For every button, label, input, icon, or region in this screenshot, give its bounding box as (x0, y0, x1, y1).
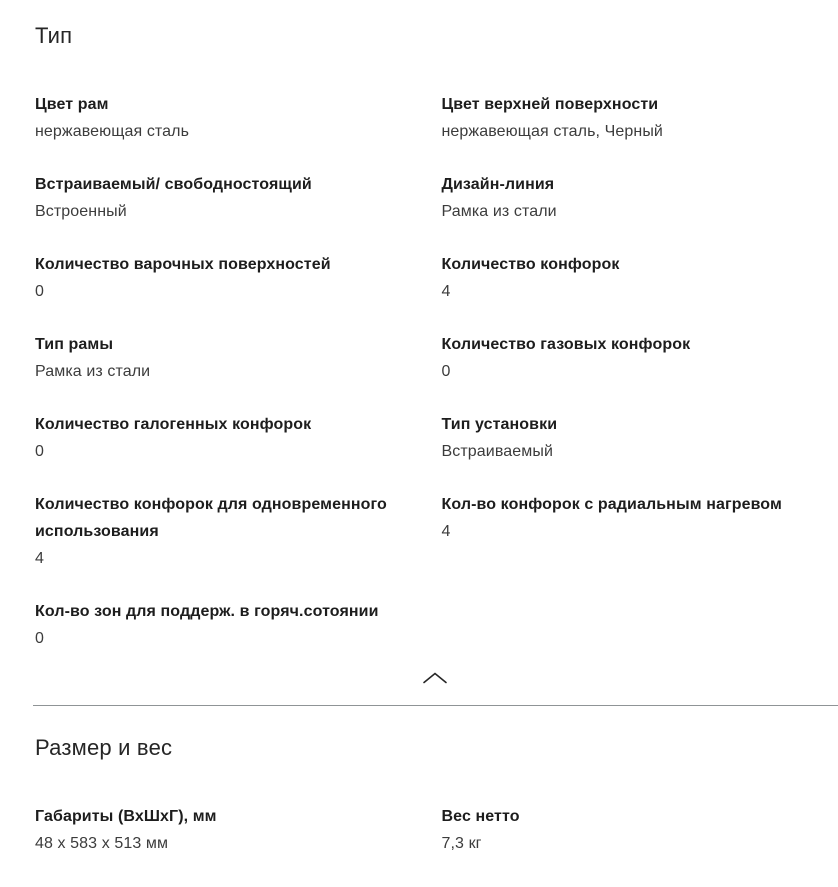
spec-label: Габариты (ВхШхГ), мм (35, 808, 217, 825)
spec-label: Вес нетто (441, 808, 520, 825)
spec-item (35, 251, 428, 305)
spec-value: 4 (35, 550, 44, 567)
spec-item (442, 91, 835, 145)
spec-item (442, 491, 835, 545)
spec-item (35, 331, 428, 385)
spec-label: Дизайн-линия (441, 176, 555, 193)
spec-grid-size-weight (35, 803, 834, 857)
spec-value: Рамка из стали (441, 203, 557, 220)
spec-label: Количество газовых конфорок (441, 336, 691, 353)
spec-label: Встраиваемый/ свободностоящий (35, 176, 312, 193)
spec-item (442, 331, 835, 385)
spec-label: Количество конфорок для одновременного использования (35, 496, 387, 540)
spec-item (35, 598, 428, 652)
spec-value: нержавеющая сталь (35, 123, 190, 140)
spec-value: 0 (35, 283, 44, 300)
spec-grid-type (35, 91, 834, 652)
spec-label: Тип установки (441, 416, 558, 433)
spec-value: 4 (441, 523, 451, 540)
spec-item (442, 171, 835, 225)
spec-value: Рамка из стали (35, 363, 151, 380)
spec-value: 48 x 583 x 513 мм (35, 835, 169, 852)
spec-item (35, 411, 428, 465)
spec-label: Количество варочных поверхностей (35, 256, 331, 273)
spec-section-size-weight (0, 706, 838, 857)
spec-value: Встраиваемый (441, 443, 553, 460)
spec-item (35, 803, 428, 857)
spec-item (35, 171, 428, 225)
spec-label: Кол-во зон для поддерж. в горяч.сотоянии (35, 603, 379, 620)
spec-value: 0 (441, 363, 451, 380)
spec-item (442, 803, 835, 857)
spec-value: 7,3 кг (441, 835, 482, 852)
spec-label: Кол-во конфорок с радиальным нагревом (441, 496, 782, 513)
spec-item (442, 411, 835, 465)
spec-label: Тип рамы (35, 336, 114, 353)
spec-item (35, 91, 428, 145)
spec-value: нержавеющая сталь, Черный (441, 123, 663, 140)
spec-label: Количество конфорок (441, 256, 620, 273)
spec-item (35, 491, 428, 572)
spec-value: 0 (35, 630, 44, 647)
section-title-type: Тип (35, 23, 73, 48)
spec-value: Встроенный (35, 203, 127, 220)
spec-label: Цвет верхней поверхности (441, 96, 659, 113)
chevron-up-icon (422, 672, 448, 684)
collapse-section-button[interactable] (412, 668, 458, 688)
section-title-size-weight: Размер и вес (35, 735, 173, 760)
spec-item (442, 251, 835, 305)
spec-label: Цвет рам (35, 96, 109, 113)
spec-label: Количество галогенных конфорок (35, 416, 312, 433)
spec-value: 0 (35, 443, 44, 460)
spec-value: 4 (441, 283, 451, 300)
